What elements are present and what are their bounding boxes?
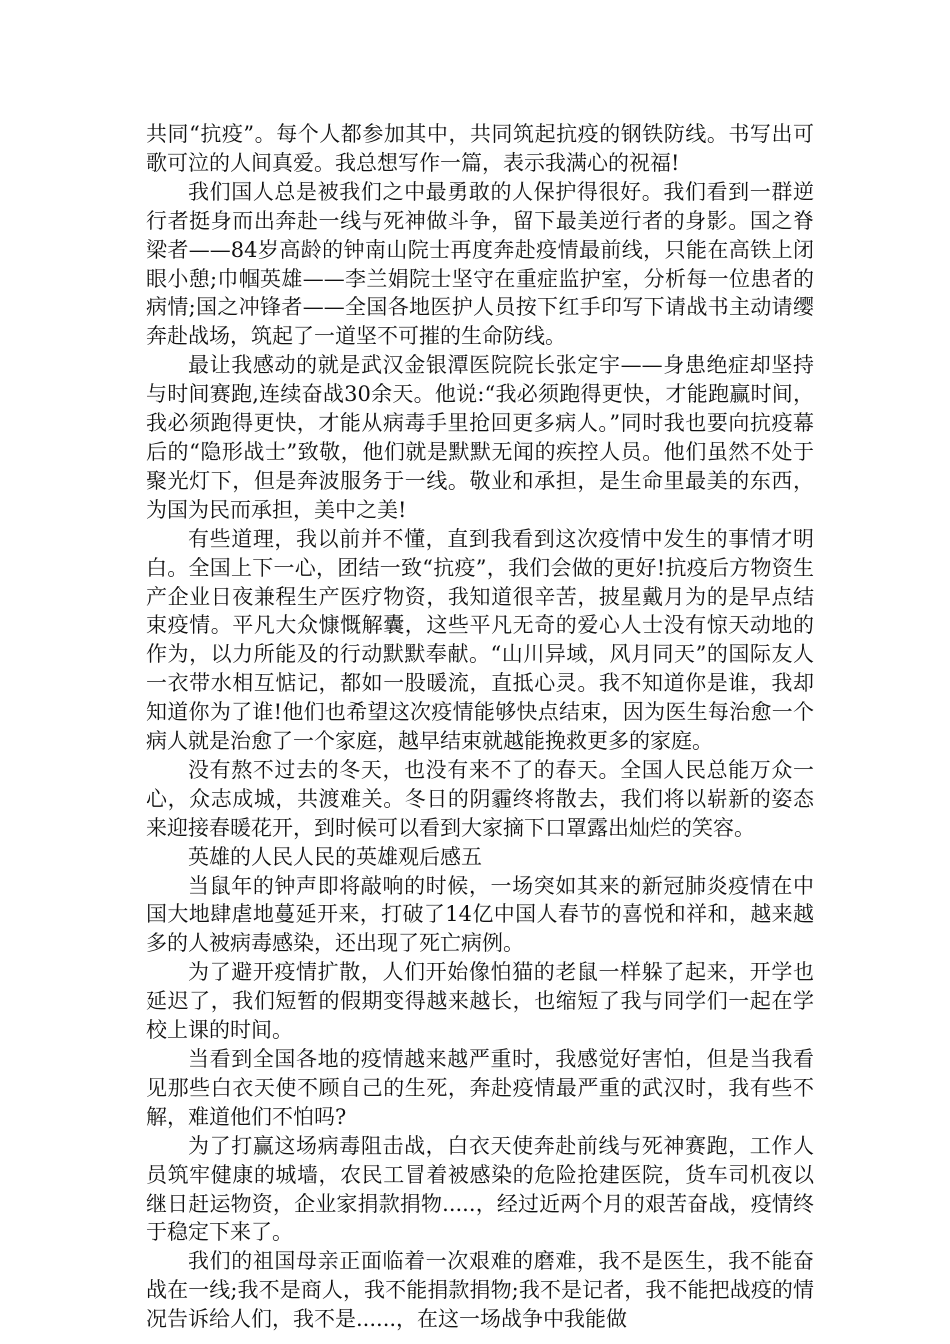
section-paragraph-2: 为了避开疫情扩散，人们开始像怕猫的老鼠一样躲了起来，开学也延迟了，我们短暂的假期变得越来越长，也缩短了我与同学们一起在学校上课的时间。 [146,960,814,1043]
section-paragraph-4: 为了打赢这场病毒阻击战，白衣天使奔赴前线与死神赛跑，工作人员筑牢健康的城墙，农民工冒着被感染的危险抢建医院，货车司机夜以继日赶运物资，企业家捐款捐物.....，经过近两个月的艰苦奋战，疫情终于稳定下来了。 [146,1133,814,1245]
paragraph-1: 共同“抗疫”。每个人都参加其中，共同筑起抗疫的钢铁防线。书写出可歌可泣的人间真爱。我总想写作一篇，表示我满心的祝福! [146,122,814,175]
document-body [146,120,814,1334]
paragraph-4: 有些道理，我以前并不懂，直到我看到这次疫情中发生的事情才明白。全国上下一心，团结一致“抗疫”，我们会做的更好!抗疫后方物资生产企业日夜兼程生产医疗物资，我知道很辛苦，披星戴月为的是早点结束疫情。平凡大众慷慨解囊，这些平凡无奇的爱心人士没有惊天动地的作为，以力所能及的行动默默奉献。“山川异域，风月同天”的国际友人一衣带水相互惦记，都如一股暖流，直抵心灵。我不知道你是谁，我却知道你为了谁!他们也希望这次疫情能够快点结束，因为医生每治愈一个病人就是治愈了一个家庭，越早结束就越能挽救更多的家庭。 [146,526,814,754]
section-title: 英雄的人民人民的英雄观后感五 [188,844,482,869]
section-paragraph-5: 我们的祖国母亲正面临着一次艰难的磨难，我不是医生，我不能奋战在一线;我不是商人，我不能捐款捐物;我不是记者，我不能把战疫的情况告诉给人们，我不是......，在这一场战争中我能做 [146,1249,814,1332]
section-paragraph-1: 当鼠年的钟声即将敲响的时候，一场突如其来的新冠肺炎疫情在中国大地肆虐地蔓延开来，打破了14亿中国人春节的喜悦和祥和，越来越多的人被病毒感染，还出现了死亡病例。 [146,873,814,956]
paragraph-2: 我们国人总是被我们之中最勇敢的人保护得很好。我们看到一群逆行者挺身而出奔赴一线与死神做斗争，留下最美逆行者的身影。国之脊梁者——84岁高龄的钟南山院士再度奔赴疫情最前线，只能在高铁上闭眼小憩;巾帼英雄——李兰娟院士坚守在重症监护室，分析每一位患者的病情;国之冲锋者——全国各地医护人员按下红手印写下请战书主动请缨奔赴战场，筑起了一道坚不可摧的生命防线。 [146,179,814,349]
paragraph-5: 没有熬不过去的冬天，也没有来不了的春天。全国人民总能万众一心，众志成城，共渡难关。冬日的阴霾终将散去，我们将以崭新的姿态来迎接春暖花开，到时候可以看到大家摘下口罩露出灿烂的笑容。 [146,757,814,840]
paragraph-3: 最让我感动的就是武汉金银潭医院院长张定宇——身患绝症却坚持与时间赛跑,连续奋战30余天。他说:“我必须跑得更快，才能跑赢时间，我必须跑得更快，才能从病毒手里抢回更多病人。”同时我也要向抗疫幕后的“隐形战士”致敬，他们就是默默无闻的疾控人员。他们虽然不处于聚光灯下，但是奔波服务于一线。敬业和承担，是生命里最美的东西，为国为民而承担，美中之美! [146,353,814,522]
section-paragraph-3: 当看到全国各地的疫情越来越严重时，我感觉好害怕，但是当我看见那些白衣天使不顾自己的生死，奔赴疫情最严重的武汉时，我有些不解，难道他们不怕吗? [146,1047,814,1129]
